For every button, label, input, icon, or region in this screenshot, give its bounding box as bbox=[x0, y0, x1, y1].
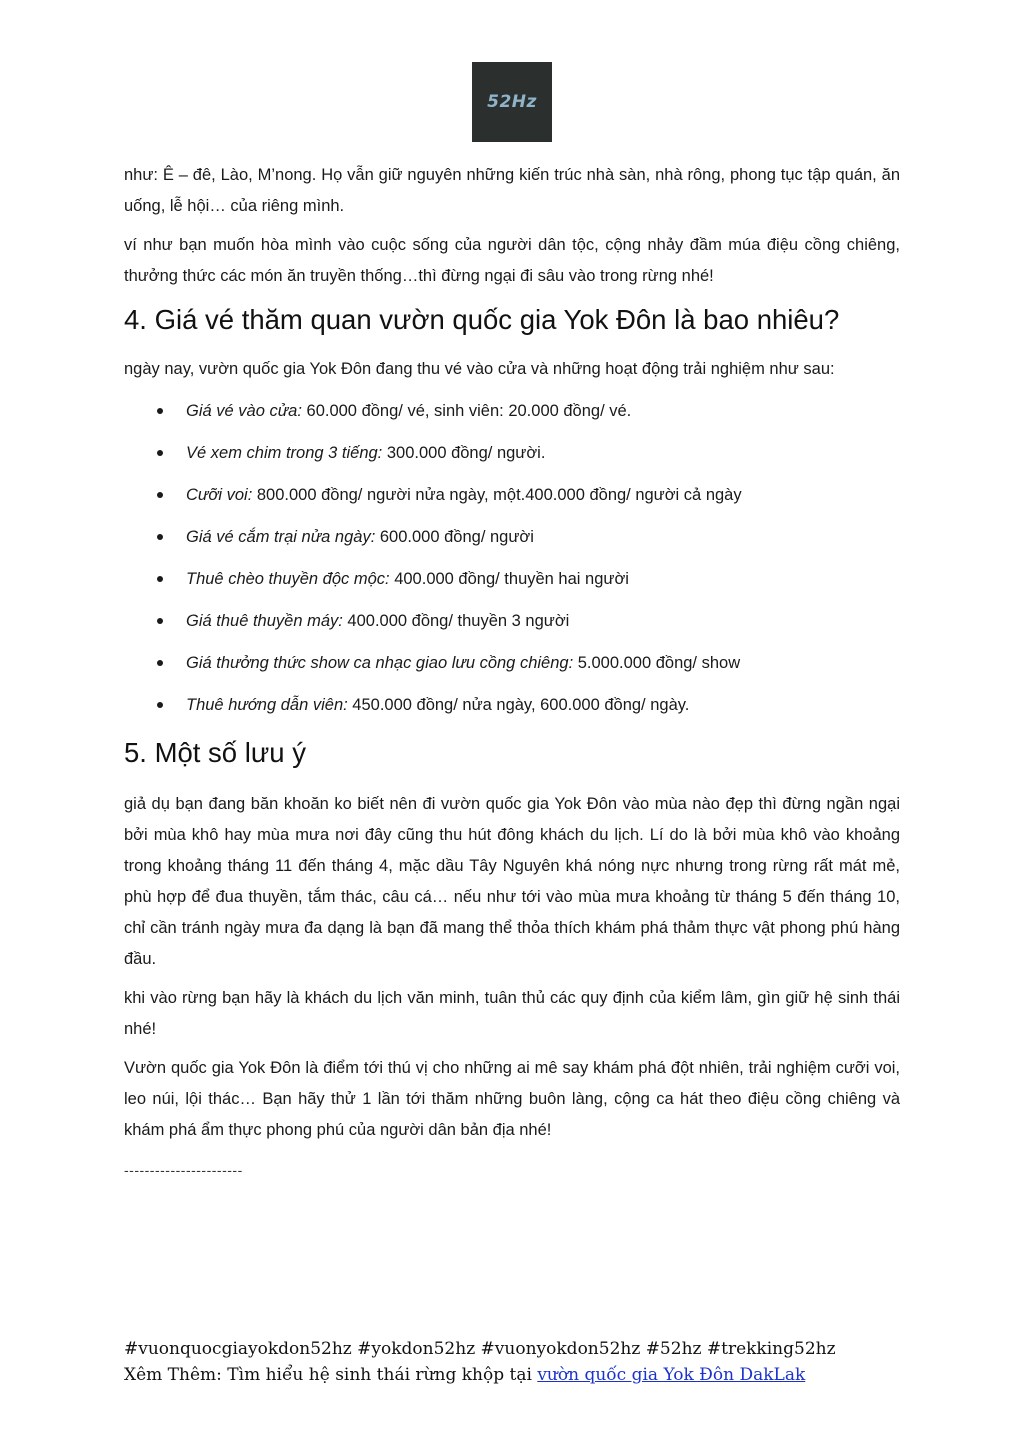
price-item-value: 400.000 đồng/ thuyền hai người bbox=[389, 570, 629, 588]
price-item bbox=[124, 567, 900, 609]
intro-paragraph-1: như: Ê – đê, Lào, M’nong. Họ vẫn giữ nguyên những kiến trúc nhà sàn, nhà rông, phong tục tập quán, ăn uống, lễ hội… của riêng mình. bbox=[124, 166, 900, 215]
see-more-prefix: Xêm Thêm: Tìm hiểu hệ sinh thái rừng khộp tại bbox=[124, 1365, 538, 1385]
article-body bbox=[124, 160, 900, 1180]
price-item-label: Giá thuê thuyền máy: bbox=[186, 612, 343, 630]
price-list bbox=[124, 399, 900, 735]
price-item-value: 400.000 đồng/ thuyền 3 người bbox=[342, 612, 570, 630]
section-5-paragraph-1: giả dụ bạn đang băn khoăn ko biết nên đi vườn quốc gia Yok Đôn vào mùa nào đẹp thì đừng ngần ngại bởi mùa khô hay mùa mưa nơi đây cũng thu hút đông khách du lịch. Lí do là bởi mùa khô vào khoảng trong khoảng tháng 11 đến tháng 4, mặc dầu Tây Nguyên khá nóng nực nhưng trong rừng rất mát mẻ, phù hợp để đua thuyền, tắm thác, câu cá… nếu như tới vào mùa mưa khoảng từ tháng 5 đến tháng 10, chỉ cần tránh ngày mưa đa dạng là bạn đã mang thể thỏa thích khám phá thảm thực vật phong phú hàng đầu. bbox=[124, 795, 900, 968]
price-item bbox=[124, 609, 900, 651]
see-more-line bbox=[124, 1362, 924, 1388]
section-4-heading: 4. Giá vé thăm quan vườn quốc gia Yok Đôn là bao nhiêu? bbox=[124, 304, 840, 335]
price-item-value: 450.000 đồng/ nửa ngày, 600.000 đồng/ ngày. bbox=[347, 696, 690, 714]
price-item-label: Giá vé cắm trại nửa ngày: bbox=[186, 528, 376, 546]
separator-line: ----------------------- bbox=[124, 1162, 243, 1178]
hashtags: #vuonquocgiayokdon52hz #yokdon52hz #vuonyokdon52hz #52hz #trekking52hz bbox=[124, 1339, 836, 1359]
price-item bbox=[124, 525, 900, 567]
price-item bbox=[124, 441, 900, 483]
price-item bbox=[124, 693, 900, 735]
brand-logo-text: 52Hz bbox=[487, 92, 537, 112]
price-item-label: Giá thưởng thức show ca nhạc giao lưu cồng chiêng: bbox=[186, 654, 574, 672]
price-item-label: Cưỡi voi: bbox=[186, 486, 253, 504]
price-item-label: Thuê chèo thuyền độc mộc: bbox=[186, 570, 390, 588]
price-item-value: 5.000.000 đồng/ show bbox=[573, 654, 741, 672]
price-item bbox=[124, 483, 900, 525]
price-item bbox=[124, 399, 900, 441]
brand-logo bbox=[472, 62, 552, 142]
yok-don-link[interactable]: vườn quốc gia Yok Đôn DakLak bbox=[537, 1365, 806, 1385]
section-4-lead: ngày nay, vườn quốc gia Yok Đôn đang thu vé vào cửa và những hoạt động trải nghiệm như sau: bbox=[124, 360, 835, 378]
price-item-label: Vé xem chim trong 3 tiếng: bbox=[186, 444, 383, 462]
price-item-value: 800.000 đồng/ người nửa ngày, một.400.000 đồng/ người cả ngày bbox=[252, 486, 742, 504]
section-5-heading: 5. Một số lưu ý bbox=[124, 737, 306, 768]
page-footer bbox=[124, 1336, 924, 1388]
section-5-paragraph-3: Vườn quốc gia Yok Đôn là điểm tới thú vị cho những ai mê say khám phá đột nhiên, trải nghiệm cưỡi voi, leo núi, lội thác… Bạn hãy thử 1 lần tới thăm những buôn làng, cộng ca hát theo điệu cồng chiêng và khám phá ẩm thực phong phú của người dân bản địa nhé! bbox=[124, 1059, 900, 1139]
price-item-value: 60.000 đồng/ vé, sinh viên: 20.000 đồng/ vé. bbox=[301, 402, 632, 420]
price-item-value: 300.000 đồng/ người. bbox=[382, 444, 546, 462]
price-item-label: Thuê hướng dẫn viên: bbox=[186, 696, 348, 714]
section-5-paragraph-2: khi vào rừng bạn hãy là khách du lịch văn minh, tuân thủ các quy định của kiểm lâm, gìn giữ hệ sinh thái nhé! bbox=[124, 989, 900, 1038]
price-item bbox=[124, 651, 900, 693]
price-item-value: 600.000 đồng/ người bbox=[375, 528, 534, 546]
price-item-label: Giá vé vào cửa: bbox=[186, 402, 302, 420]
intro-paragraph-2: ví như bạn muốn hòa mình vào cuộc sống của người dân tộc, cộng nhảy đầm múa điệu cồng chiêng, thưởng thức các món ăn truyền thống…thì đừng ngại đi sâu vào trong rừng nhé! bbox=[124, 236, 900, 285]
